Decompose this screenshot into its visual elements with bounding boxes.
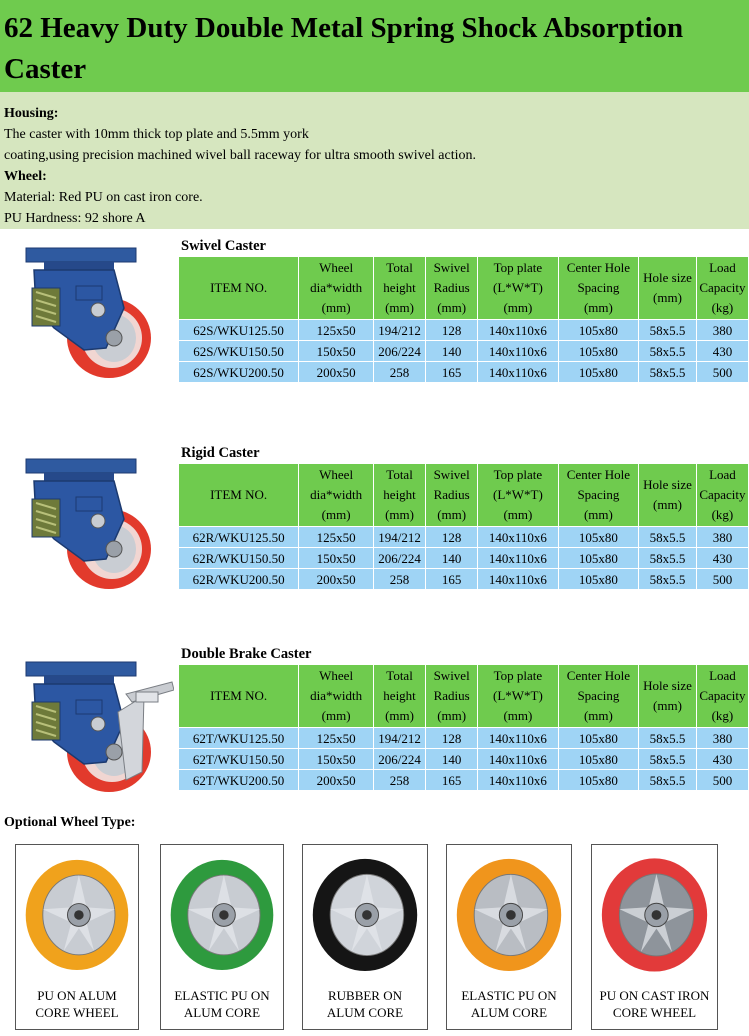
table-cell: 165	[426, 569, 477, 589]
wheel-text-2: PU Hardness: 92 shore A	[4, 211, 146, 226]
header-wheel	[299, 665, 373, 727]
header-line: Capacity	[699, 487, 746, 502]
header-line: Capacity	[699, 688, 746, 703]
table-cell: 194/212	[374, 527, 425, 547]
wheel-option-card	[160, 844, 284, 1030]
table-cell: 140x110x6	[478, 527, 557, 547]
table-row	[179, 320, 748, 340]
header-line: Wheel	[319, 467, 354, 482]
header-line: Radius	[433, 280, 470, 295]
caster-icon	[14, 652, 174, 792]
header-line: Swivel	[433, 467, 470, 482]
table-cell: 125x50	[299, 320, 373, 340]
table-cell: 105x80	[559, 362, 638, 382]
header-line: (mm)	[503, 300, 533, 315]
table-cell: 105x80	[559, 770, 638, 790]
wheel-icon	[451, 849, 567, 979]
table-row	[179, 527, 748, 547]
header-line: (mm)	[321, 708, 351, 723]
header-row	[179, 464, 748, 526]
wheel-caption	[447, 987, 571, 1021]
header-line: Center Hole	[566, 260, 630, 275]
header-line: height	[383, 280, 416, 295]
wheel-option-card	[446, 844, 572, 1030]
wheel-caption-line2: ALUM CORE	[183, 1005, 261, 1020]
header-spacing	[559, 665, 638, 727]
header-wheel	[299, 257, 373, 319]
wheel-image	[20, 849, 134, 979]
rigid-caster-image	[14, 449, 174, 589]
table-cell: 140x110x6	[478, 728, 557, 748]
wheel-image	[165, 849, 279, 979]
table-row	[179, 728, 748, 748]
header-line: Radius	[433, 688, 470, 703]
header-line: (mm)	[503, 708, 533, 723]
table-row	[179, 362, 748, 382]
table-cell: 380	[697, 728, 748, 748]
header-radius	[426, 464, 477, 526]
header-hole	[639, 665, 696, 727]
header-item: ITEM NO.	[179, 257, 298, 319]
header-row	[179, 665, 748, 727]
header-line: (mm)	[653, 497, 682, 512]
header-line: Total	[386, 260, 413, 275]
housing-text-2: coating,using precision machined wivel ball raceway for ultra smooth swivel action.	[4, 148, 476, 163]
wheel-caption-line2: ALUM CORE	[470, 1005, 548, 1020]
table-cell: 58x5.5	[639, 320, 696, 340]
title-bar	[0, 0, 749, 92]
table-cell: 258	[374, 770, 425, 790]
wheel-image	[307, 849, 423, 979]
table-cell: 430	[697, 749, 748, 769]
header-line: Spacing	[577, 688, 620, 703]
header-height	[374, 257, 425, 319]
swivel-caster-image	[14, 238, 174, 378]
table-cell: 125x50	[299, 728, 373, 748]
header-line: Hole size	[643, 270, 692, 285]
header-line: (mm)	[437, 300, 467, 315]
header-line: (L*W*T)	[493, 280, 543, 295]
table-cell: 105x80	[559, 320, 638, 340]
header-load	[697, 257, 748, 319]
table-cell: 194/212	[374, 320, 425, 340]
wheel-icon	[596, 849, 713, 979]
header-line: Wheel	[319, 668, 354, 683]
table-cell: 500	[697, 362, 748, 382]
header-line: dia*width	[310, 688, 363, 703]
table-cell: 58x5.5	[639, 341, 696, 361]
wheel-caption-line1: ELASTIC PU ON	[174, 988, 270, 1003]
wheel-option-card	[302, 844, 428, 1030]
table-row	[179, 548, 748, 568]
section-title: Rigid Caster	[181, 445, 260, 461]
swivel-spec-table	[178, 256, 749, 383]
table-cell: 105x80	[559, 728, 638, 748]
header-line: Top plate	[493, 668, 543, 683]
header-line: height	[383, 688, 416, 703]
header-line: (mm)	[583, 708, 613, 723]
table-cell: 62T/WKU200.50	[179, 770, 298, 790]
header-line: (kg)	[711, 300, 734, 315]
header-line: Swivel	[433, 260, 470, 275]
wheel-caption	[161, 987, 283, 1021]
table-cell: 62T/WKU150.50	[179, 749, 298, 769]
table-cell: 500	[697, 770, 748, 790]
wheel-icon	[307, 849, 423, 979]
double-brake-caster-image	[14, 652, 174, 792]
table-cell: 62S/WKU200.50	[179, 362, 298, 382]
table-cell: 206/224	[374, 749, 425, 769]
header-line: (mm)	[503, 507, 533, 522]
header-radius	[426, 665, 477, 727]
wheel-caption-line2: ALUM CORE	[326, 1005, 404, 1020]
table-cell: 62S/WKU125.50	[179, 320, 298, 340]
header-plate	[478, 257, 557, 319]
header-line: Load	[709, 668, 736, 683]
optional-wheel-title: Optional Wheel Type:	[4, 815, 136, 830]
header-spacing	[559, 257, 638, 319]
table-cell: 194/212	[374, 728, 425, 748]
table-cell: 105x80	[559, 749, 638, 769]
table-cell: 150x50	[299, 548, 373, 568]
header-line: Top plate	[493, 260, 543, 275]
double-brake-spec-table	[178, 664, 749, 791]
table-cell: 140x110x6	[478, 749, 557, 769]
table-cell: 105x80	[559, 569, 638, 589]
table-cell: 105x80	[559, 341, 638, 361]
table-cell: 62S/WKU150.50	[179, 341, 298, 361]
table-row	[179, 569, 748, 589]
header-line: Capacity	[699, 280, 746, 295]
table-cell: 200x50	[299, 362, 373, 382]
housing-text-1: The caster with 10mm thick top plate and 5.5mm york	[4, 127, 309, 142]
section-title: Swivel Caster	[181, 238, 266, 254]
header-line: (mm)	[583, 507, 613, 522]
caster-icon	[14, 238, 174, 378]
header-line: Radius	[433, 487, 470, 502]
wheel-caption-line2: CORE WHEEL	[35, 1005, 119, 1020]
table-cell: 258	[374, 362, 425, 382]
header-line: (mm)	[437, 708, 467, 723]
header-line: Hole size	[643, 477, 692, 492]
table-cell: 58x5.5	[639, 770, 696, 790]
table-cell: 105x80	[559, 527, 638, 547]
rigid-spec-table	[178, 463, 749, 590]
header-line: (kg)	[711, 507, 734, 522]
header-line: Total	[386, 668, 413, 683]
header-line: Load	[709, 467, 736, 482]
header-line: dia*width	[310, 280, 363, 295]
table-cell: 58x5.5	[639, 527, 696, 547]
wheel-icon	[165, 849, 279, 979]
header-item: ITEM NO.	[179, 464, 298, 526]
header-hole	[639, 257, 696, 319]
wheel-image	[596, 849, 713, 979]
header-line: (L*W*T)	[493, 487, 543, 502]
table-cell: 200x50	[299, 770, 373, 790]
table-cell: 105x80	[559, 548, 638, 568]
wheel-option-card	[591, 844, 718, 1030]
wheel-caption-line2: CORE WHEEL	[612, 1005, 697, 1020]
header-wheel	[299, 464, 373, 526]
wheel-caption-line1: RUBBER ON	[327, 988, 403, 1003]
wheel-text-1: Material: Red PU on cast iron core.	[4, 190, 203, 205]
table-cell: 128	[426, 728, 477, 748]
table-cell: 140	[426, 548, 477, 568]
header-spacing	[559, 464, 638, 526]
header-radius	[426, 257, 477, 319]
header-line: (mm)	[321, 300, 351, 315]
table-cell: 62T/WKU125.50	[179, 728, 298, 748]
table-cell: 380	[697, 527, 748, 547]
header-row	[179, 257, 748, 319]
header-line: Top plate	[493, 467, 543, 482]
description-panel	[0, 92, 749, 229]
table-cell: 500	[697, 569, 748, 589]
wheel-caption-line1: PU ON ALUM	[37, 988, 117, 1003]
wheel-caption	[592, 987, 717, 1021]
table-cell: 125x50	[299, 527, 373, 547]
header-line: Wheel	[319, 260, 354, 275]
header-line: (mm)	[583, 300, 613, 315]
header-line: Load	[709, 260, 736, 275]
table-cell: 140	[426, 749, 477, 769]
table-cell: 200x50	[299, 569, 373, 589]
header-line: (mm)	[437, 507, 467, 522]
header-line: (mm)	[653, 290, 682, 305]
table-cell: 58x5.5	[639, 362, 696, 382]
page-title: 62 Heavy Duty Double Metal Spring Shock Absorption Caster	[4, 12, 684, 85]
caster-icon	[14, 449, 174, 589]
table-cell: 150x50	[299, 341, 373, 361]
header-line: (L*W*T)	[493, 688, 543, 703]
wheel-option-card	[15, 844, 139, 1030]
header-line: (mm)	[385, 300, 414, 315]
header-line: Center Hole	[566, 668, 630, 683]
header-line: height	[383, 487, 416, 502]
wheel-caption	[303, 987, 427, 1021]
header-line: Center Hole	[566, 467, 630, 482]
table-cell: 62R/WKU150.50	[179, 548, 298, 568]
table-row	[179, 749, 748, 769]
table-cell: 140x110x6	[478, 341, 557, 361]
header-plate	[478, 665, 557, 727]
table-cell: 62R/WKU200.50	[179, 569, 298, 589]
table-cell: 58x5.5	[639, 569, 696, 589]
header-line: (mm)	[653, 698, 682, 713]
header-height	[374, 464, 425, 526]
header-line: Hole size	[643, 678, 692, 693]
header-line: Spacing	[577, 487, 620, 502]
header-line: dia*width	[310, 487, 363, 502]
header-line: Spacing	[577, 280, 620, 295]
header-item: ITEM NO.	[179, 665, 298, 727]
table-cell: 140x110x6	[478, 362, 557, 382]
table-cell: 206/224	[374, 341, 425, 361]
header-height	[374, 665, 425, 727]
table-cell: 430	[697, 341, 748, 361]
table-row	[179, 341, 748, 361]
header-line: (mm)	[321, 507, 351, 522]
table-cell: 206/224	[374, 548, 425, 568]
table-row	[179, 770, 748, 790]
table-cell: 128	[426, 527, 477, 547]
wheel-caption-line1: PU ON CAST IRON	[599, 988, 710, 1003]
housing-heading: Housing:	[4, 106, 59, 121]
table-cell: 128	[426, 320, 477, 340]
table-cell: 150x50	[299, 749, 373, 769]
table-cell: 430	[697, 548, 748, 568]
table-cell: 62R/WKU125.50	[179, 527, 298, 547]
header-line: (kg)	[711, 708, 734, 723]
wheel-icon	[20, 849, 134, 979]
table-cell: 140x110x6	[478, 569, 557, 589]
table-cell: 140x110x6	[478, 770, 557, 790]
wheel-caption	[16, 987, 138, 1021]
section-title: Double Brake Caster	[181, 646, 312, 662]
table-cell: 58x5.5	[639, 728, 696, 748]
header-load	[697, 464, 748, 526]
table-cell: 140x110x6	[478, 548, 557, 568]
table-cell: 58x5.5	[639, 548, 696, 568]
table-cell: 140x110x6	[478, 320, 557, 340]
table-cell: 58x5.5	[639, 749, 696, 769]
table-cell: 258	[374, 569, 425, 589]
header-plate	[478, 464, 557, 526]
wheel-heading: Wheel:	[4, 169, 47, 184]
table-cell: 380	[697, 320, 748, 340]
header-hole	[639, 464, 696, 526]
table-cell: 165	[426, 770, 477, 790]
wheel-caption-line1: ELASTIC PU ON	[461, 988, 557, 1003]
table-cell: 165	[426, 362, 477, 382]
wheel-image	[451, 849, 567, 979]
header-line: Total	[386, 467, 413, 482]
header-line: Swivel	[433, 668, 470, 683]
header-load	[697, 665, 748, 727]
table-cell: 140	[426, 341, 477, 361]
header-line: (mm)	[385, 708, 414, 723]
header-line: (mm)	[385, 507, 414, 522]
